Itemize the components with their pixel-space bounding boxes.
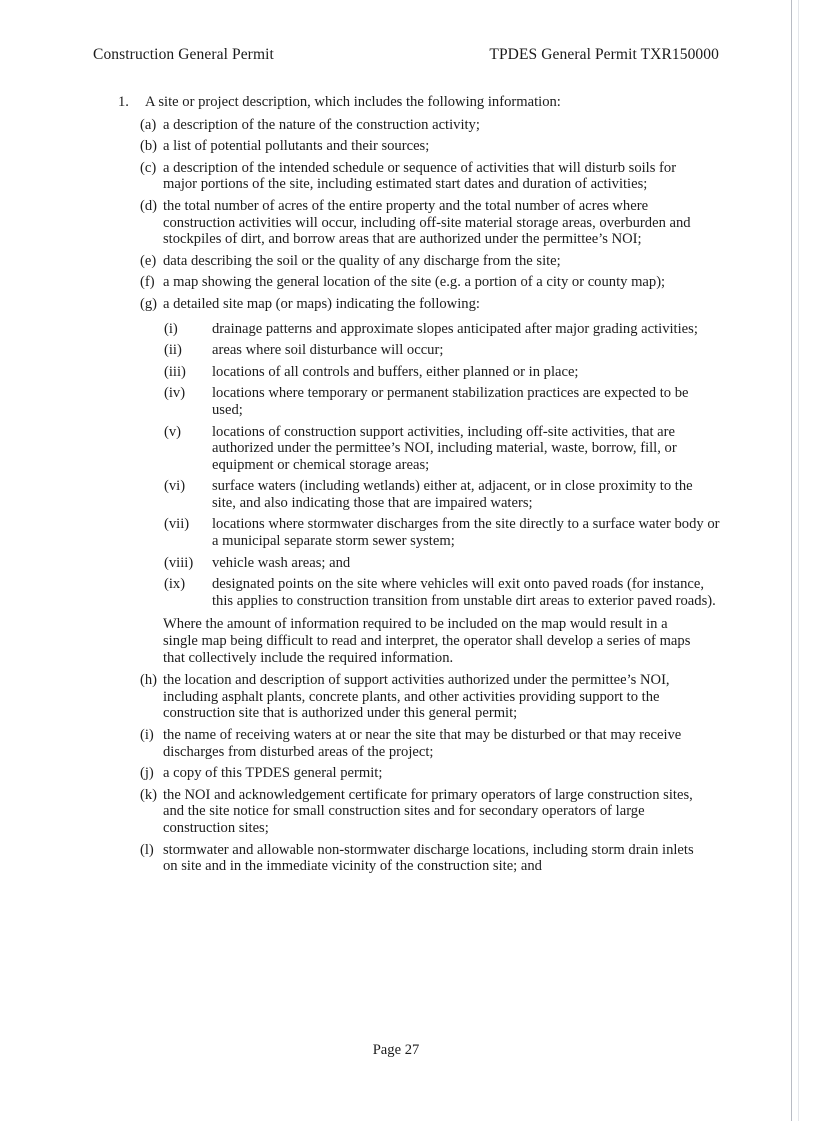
page-header xyxy=(93,45,719,65)
list-item-text: a list of potential pollutants and their sources; xyxy=(163,138,430,155)
list-item-text: surface waters (including wetlands) either at, adjacent, or in close proximity to the site, and also indicating those that are impaired waters; xyxy=(212,478,693,511)
list-item-roman-vii xyxy=(0,516,820,549)
list-item-g xyxy=(0,296,820,313)
list-item-c xyxy=(0,160,820,193)
list-marker: (c) xyxy=(140,159,157,176)
list-marker: (h) xyxy=(140,672,158,689)
list-item-d xyxy=(0,198,820,248)
list-item-roman-iii xyxy=(0,364,820,381)
list-marker: (j) xyxy=(140,765,154,782)
list-item-e xyxy=(0,253,820,270)
list-item-roman-vi xyxy=(0,478,820,511)
list-item-text: locations where stormwater discharges from the site directly to a surface water body or a municipal separate storm sewer system; xyxy=(212,516,720,550)
list-item-k xyxy=(0,787,820,837)
list-marker: (vi) xyxy=(164,478,186,495)
list-marker: (i) xyxy=(164,320,178,337)
list-item-text: locations where temporary or permanent stabilization practices are expected to be used; xyxy=(212,385,689,418)
list-item-roman-i xyxy=(0,321,820,338)
header-title-left: Construction General Permit xyxy=(93,46,274,63)
list-item-text: vehicle wash areas; and xyxy=(212,554,351,571)
list-marker: (ii) xyxy=(164,342,182,359)
list-item-roman-v xyxy=(0,424,820,474)
list-item-text: locations of construction support activities, including off-site activities, that are authorized under the permittee’s NOI, including material, waste, borrow, fill, or equipment or chemical storage areas; xyxy=(212,423,677,473)
page-body xyxy=(0,94,820,880)
list-marker: (g) xyxy=(140,295,158,312)
list-item-f xyxy=(0,274,820,291)
list-marker: (viii) xyxy=(164,554,194,571)
list-item-text: a copy of this TPDES general permit; xyxy=(163,765,383,782)
list-item-j xyxy=(0,765,820,782)
list-item-roman-viii xyxy=(0,555,820,572)
page-number-label: Page 27 xyxy=(372,1042,420,1058)
list-item-h xyxy=(0,672,820,722)
list-marker: (d) xyxy=(140,197,158,214)
list-marker: (k) xyxy=(140,786,158,803)
list-item-text: a detailed site map (or maps) indicating the following: xyxy=(163,295,480,312)
list-item-text: a description of the nature of the construction activity; xyxy=(163,116,480,133)
list-marker: (iv) xyxy=(164,385,186,402)
list-item-roman-ii xyxy=(0,342,820,359)
list-item-text: stormwater and allowable non-stormwater discharge locations, including storm drain inlets on site and in the immediate vicinity of the construction site; and xyxy=(163,841,694,875)
list-item-text: a map showing the general location of the site (e.g. a portion of a city or county map); xyxy=(163,274,666,291)
list-marker: (i) xyxy=(140,727,154,743)
list-item-text: A site or project description, which includes the following information: xyxy=(145,94,561,110)
list-marker: (iii) xyxy=(164,363,186,380)
list-marker: (l) xyxy=(140,841,154,858)
list-item-a xyxy=(0,117,820,134)
list-item-roman-iv xyxy=(0,385,820,418)
list-item-roman-ix xyxy=(0,576,820,609)
list-item-1 xyxy=(0,94,820,111)
list-marker: (vii) xyxy=(164,516,190,533)
list-item-text: a description of the intended schedule or sequence of activities that will disturb soils for major portions of the site, including estimated start dates and duration of activities; xyxy=(163,159,677,193)
header-title-right: TPDES General Permit TXR150000 xyxy=(489,46,719,63)
list-item-text: the location and description of support activities authorized under the permittee’s NOI, including asphalt plants, concrete plants, and other activities providing support to the construction site that is authorized under this general permit; xyxy=(163,672,670,722)
list-item-i xyxy=(0,727,820,760)
list-marker: (v) xyxy=(164,423,182,440)
list-item-text: drainage patterns and approximate slopes anticipated after major grading activities; xyxy=(212,320,698,337)
list-marker: (e) xyxy=(140,252,157,269)
list-marker: (ix) xyxy=(164,576,186,593)
list-item-text: the name of receiving waters at or near the site that may be disturbed or that may receive discharges from disturbed areas of the project; xyxy=(163,727,682,760)
list-marker: (f) xyxy=(140,274,155,291)
list-marker: (a) xyxy=(140,116,157,133)
list-item-text: the total number of acres of the entire property and the total number of acres where construction activities will occur, including off-site material storage areas, overburden and stockpiles of dirt, and borrow areas that are authorized under the permittee’s NOI; xyxy=(163,197,691,248)
list-item-text: data describing the soil or the quality of any discharge from the site; xyxy=(163,252,561,269)
list-item-b xyxy=(0,138,820,155)
list-item-text: locations of all controls and buffers, either planned or in place; xyxy=(212,363,579,380)
list-item-text: areas where soil disturbance will occur; xyxy=(212,342,444,359)
list-marker: 1. xyxy=(118,94,129,110)
map-note-paragraph: Where the amount of information required to be included on the map would result in a single map being difficult to read and interpret, the operator shall develop a series of maps that collectively include the required information. xyxy=(163,616,691,666)
list-item-l xyxy=(0,842,820,875)
page-footer xyxy=(0,1041,792,1059)
list-item-text: the NOI and acknowledgement certificate for primary operators of large construction sites, and the site notice for small construction sites and for secondary operators of large construction sites; xyxy=(163,786,693,836)
list-item-text: designated points on the site where vehicles will exit onto paved roads (for instance, this applies to construction transition from unstable dirt areas to exterior paved roads). xyxy=(212,576,716,609)
list-marker: (b) xyxy=(140,138,158,155)
